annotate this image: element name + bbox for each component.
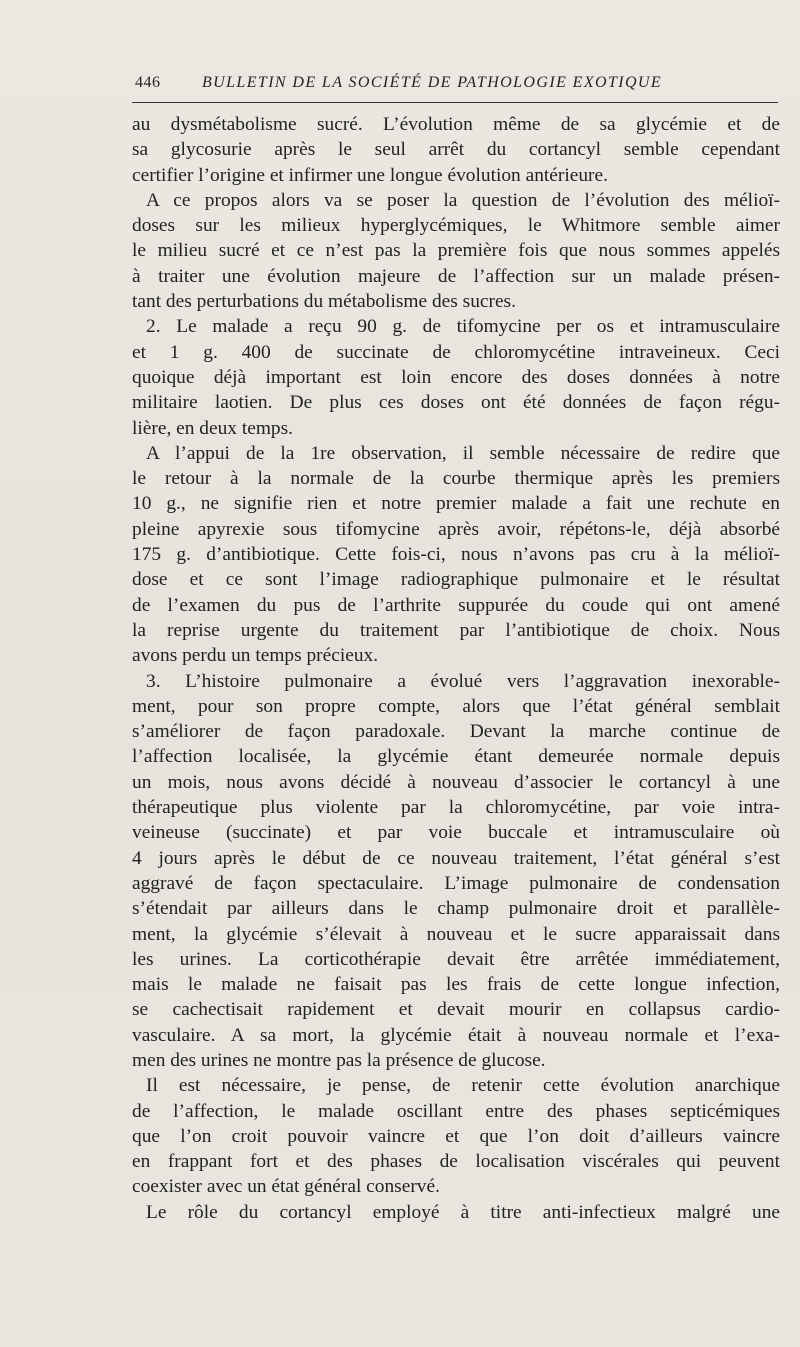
- text-line: la reprise urgente du traitement par l’antibiotique de choix. Nous: [132, 619, 780, 641]
- text-line: 10 g., ne signifie rien et notre premier malade a fait une rechute en: [132, 493, 780, 515]
- text-line: au dysmétabolisme sucré. L’évolution même de sa glycémie et de: [132, 114, 780, 135]
- text-line: A l’appui de la 1re observation, il semble nécessaire de redire que: [146, 442, 780, 464]
- text-line: à traiter une évolution majeure de l’affection sur un malade présen-: [132, 265, 780, 287]
- text-line: doses sur les milieux hyperglycémiques, le Whitmore semble aimer: [132, 215, 780, 237]
- text-line: le milieu sucré et ce n’est pas la première fois que nous sommes appelés: [132, 240, 780, 262]
- text-line: 175 g. d’antibiotique. Cette fois-ci, nous n’avons pas cru à la mélioï-: [132, 544, 780, 566]
- text-line: 2. Le malade a reçu 90 g. de tifomycine per os et intramusculaire: [146, 316, 780, 338]
- text-line: certifier l’origine et infirmer une longue évolution antérieure.: [132, 164, 608, 186]
- text-line: se cachectisait rapidement et devait mourir en collapsus cardio-: [132, 999, 780, 1021]
- text-line: sa glycosurie après le seul arrêt du cortancyl semble cependant: [132, 139, 780, 161]
- text-line: l’affection localisée, la glycémie étant demeurée normale depuis: [132, 746, 780, 768]
- body-text: [132, 112, 780, 1225]
- text-line: et 1 g. 400 de succinate de chloromycétine intraveineux. Ceci: [132, 341, 780, 363]
- text-line: coexister avec un état général conservé.: [132, 1176, 440, 1198]
- running-head: BULLETIN DE LA SOCIÉTÉ DE PATHOLOGIE EXOTIQUE: [202, 74, 663, 91]
- text-line: thérapeutique plus violente par la chloromycétine, par voie intra-: [132, 797, 780, 819]
- text-line: le retour à la normale de la courbe thermique après les premiers: [132, 468, 780, 490]
- text-line: en frappant fort et des phases de localisation viscérales qui peuvent: [132, 1151, 780, 1173]
- text-line: mais le malade ne faisait pas les frais de cette longue infection,: [132, 974, 780, 996]
- text-line: de l’examen du pus de l’arthrite suppurée du coude qui ont amené: [132, 594, 780, 616]
- text-line: ment, pour son propre compte, alors que l’état général semblait: [132, 695, 780, 717]
- text-line: les urines. La corticothérapie devait être arrêtée immédiatement,: [132, 948, 780, 970]
- text-line: militaire laotien. De plus ces doses ont été données de façon régu-: [132, 392, 780, 414]
- text-line: vasculaire. A sa mort, la glycémie était à nouveau normale et l’exa-: [132, 1024, 780, 1046]
- text-line: avons perdu un temps précieux.: [132, 645, 379, 667]
- text-line: s’améliorer de façon paradoxale. Devant la marche continue de: [132, 721, 780, 743]
- text-line: men des urines ne montre pas la présence de glucose.: [132, 1049, 546, 1071]
- text-line: Il est nécessaire, je pense, de retenir cette évolution anarchique: [146, 1075, 780, 1097]
- text-line: tant des perturbations du métabolisme des sucres.: [132, 291, 516, 313]
- text-line: s’étendait par ailleurs dans le champ pulmonaire droit et parallèle-: [132, 898, 780, 920]
- text-line: quoique déjà important est loin encore des doses données à notre: [132, 366, 780, 388]
- text-line: aggravé de façon spectaculaire. L’image pulmonaire de condensation: [132, 872, 780, 894]
- text-line: dose et ce sont l’image radiographique pulmonaire et le résultat: [132, 569, 780, 591]
- text-line: que l’on croit pouvoir vaincre et que l’on doit d’ailleurs vaincre: [132, 1125, 780, 1147]
- text-line: 3. L’histoire pulmonaire a évolué vers l’aggravation inexorable-: [146, 670, 780, 692]
- page-header: [132, 72, 778, 103]
- page-number: 446: [135, 74, 161, 91]
- text-line: veineuse (succinate) et par voie buccale et intramusculaire où: [132, 822, 780, 844]
- text-line: lière, en deux temps.: [132, 417, 293, 439]
- text-line: A ce propos alors va se poser la question de l’évolution des mélioï-: [146, 189, 780, 211]
- text-line: 4 jours après le début de ce nouveau traitement, l’état général s’est: [132, 847, 780, 869]
- text-line: pleine apyrexie sous tifomycine après avoir, répétons-le, déjà absorbé: [132, 518, 780, 540]
- text-line: un mois, nous avons décidé à nouveau d’associer le cortancyl à une: [132, 771, 780, 793]
- text-line: Le rôle du cortancyl employé à titre anti-infectieux malgré une: [146, 1201, 780, 1223]
- text-line: ment, la glycémie s’élevait à nouveau et le sucre apparaissait dans: [132, 923, 780, 945]
- text-line: de l’affection, le malade oscillant entre des phases septicémiques: [132, 1100, 780, 1122]
